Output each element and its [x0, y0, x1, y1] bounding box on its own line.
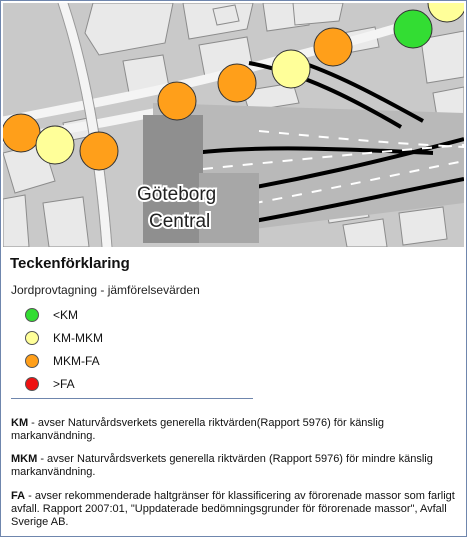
sample-point[interactable] [272, 50, 310, 88]
sample-point[interactable] [3, 114, 40, 152]
note-term: MKM [11, 453, 38, 465]
place-label-central: Central [149, 211, 211, 232]
place-label-goteborg: Göteborg [137, 184, 217, 205]
sample-point[interactable] [80, 132, 118, 170]
sample-point[interactable] [36, 126, 74, 164]
legend-entry-lt-km [25, 303, 103, 326]
legend-entries [25, 303, 103, 395]
legend-entry-mkm-fa [25, 349, 103, 372]
yellow-circle-icon [25, 331, 39, 345]
sample-point[interactable] [314, 28, 352, 66]
note-term: FA [11, 490, 26, 502]
sample-point[interactable] [394, 10, 432, 48]
sample-point[interactable] [218, 64, 256, 102]
legend-subtitle: Jordprovtagning - jämförelsevärden [11, 283, 200, 297]
sample-point[interactable] [158, 82, 196, 120]
legend-entry-label: MKM-FA [53, 353, 100, 368]
note-fa [11, 490, 459, 529]
note-text: - avser Naturvårdsverkets generella riktvärden (Rapport 5976) för mindre känslig markanvändning. [11, 453, 433, 478]
red-circle-icon [25, 377, 39, 391]
map-view[interactable] [3, 3, 464, 247]
legend-entry-km-mkm [25, 326, 103, 349]
note-text: - avser rekommenderade haltgränser för klassificering av förorenade massor som farligt avfall. Rapport 2007:01, "Uppdaterade bedömningsgrunder för förorenade massor", Avfall Sverige AB. [11, 490, 455, 528]
legend-title: Teckenförklaring [10, 255, 130, 272]
legend-divider [11, 398, 253, 399]
green-circle-icon [25, 308, 39, 322]
note-term: KM [11, 417, 29, 429]
legend-panel [3, 247, 464, 534]
note-km [11, 417, 459, 443]
legend-entry-gt-fa [25, 372, 103, 395]
note-mkm [11, 453, 459, 479]
legend-entry-label: >FA [53, 376, 75, 391]
legend-entry-label: <KM [53, 307, 79, 322]
legend-entry-label: KM-MKM [53, 330, 103, 345]
note-text: - avser Naturvårdsverkets generella riktvärden(Rapport 5976) för känslig markanvändning. [11, 417, 384, 442]
orange-circle-icon [25, 354, 39, 368]
